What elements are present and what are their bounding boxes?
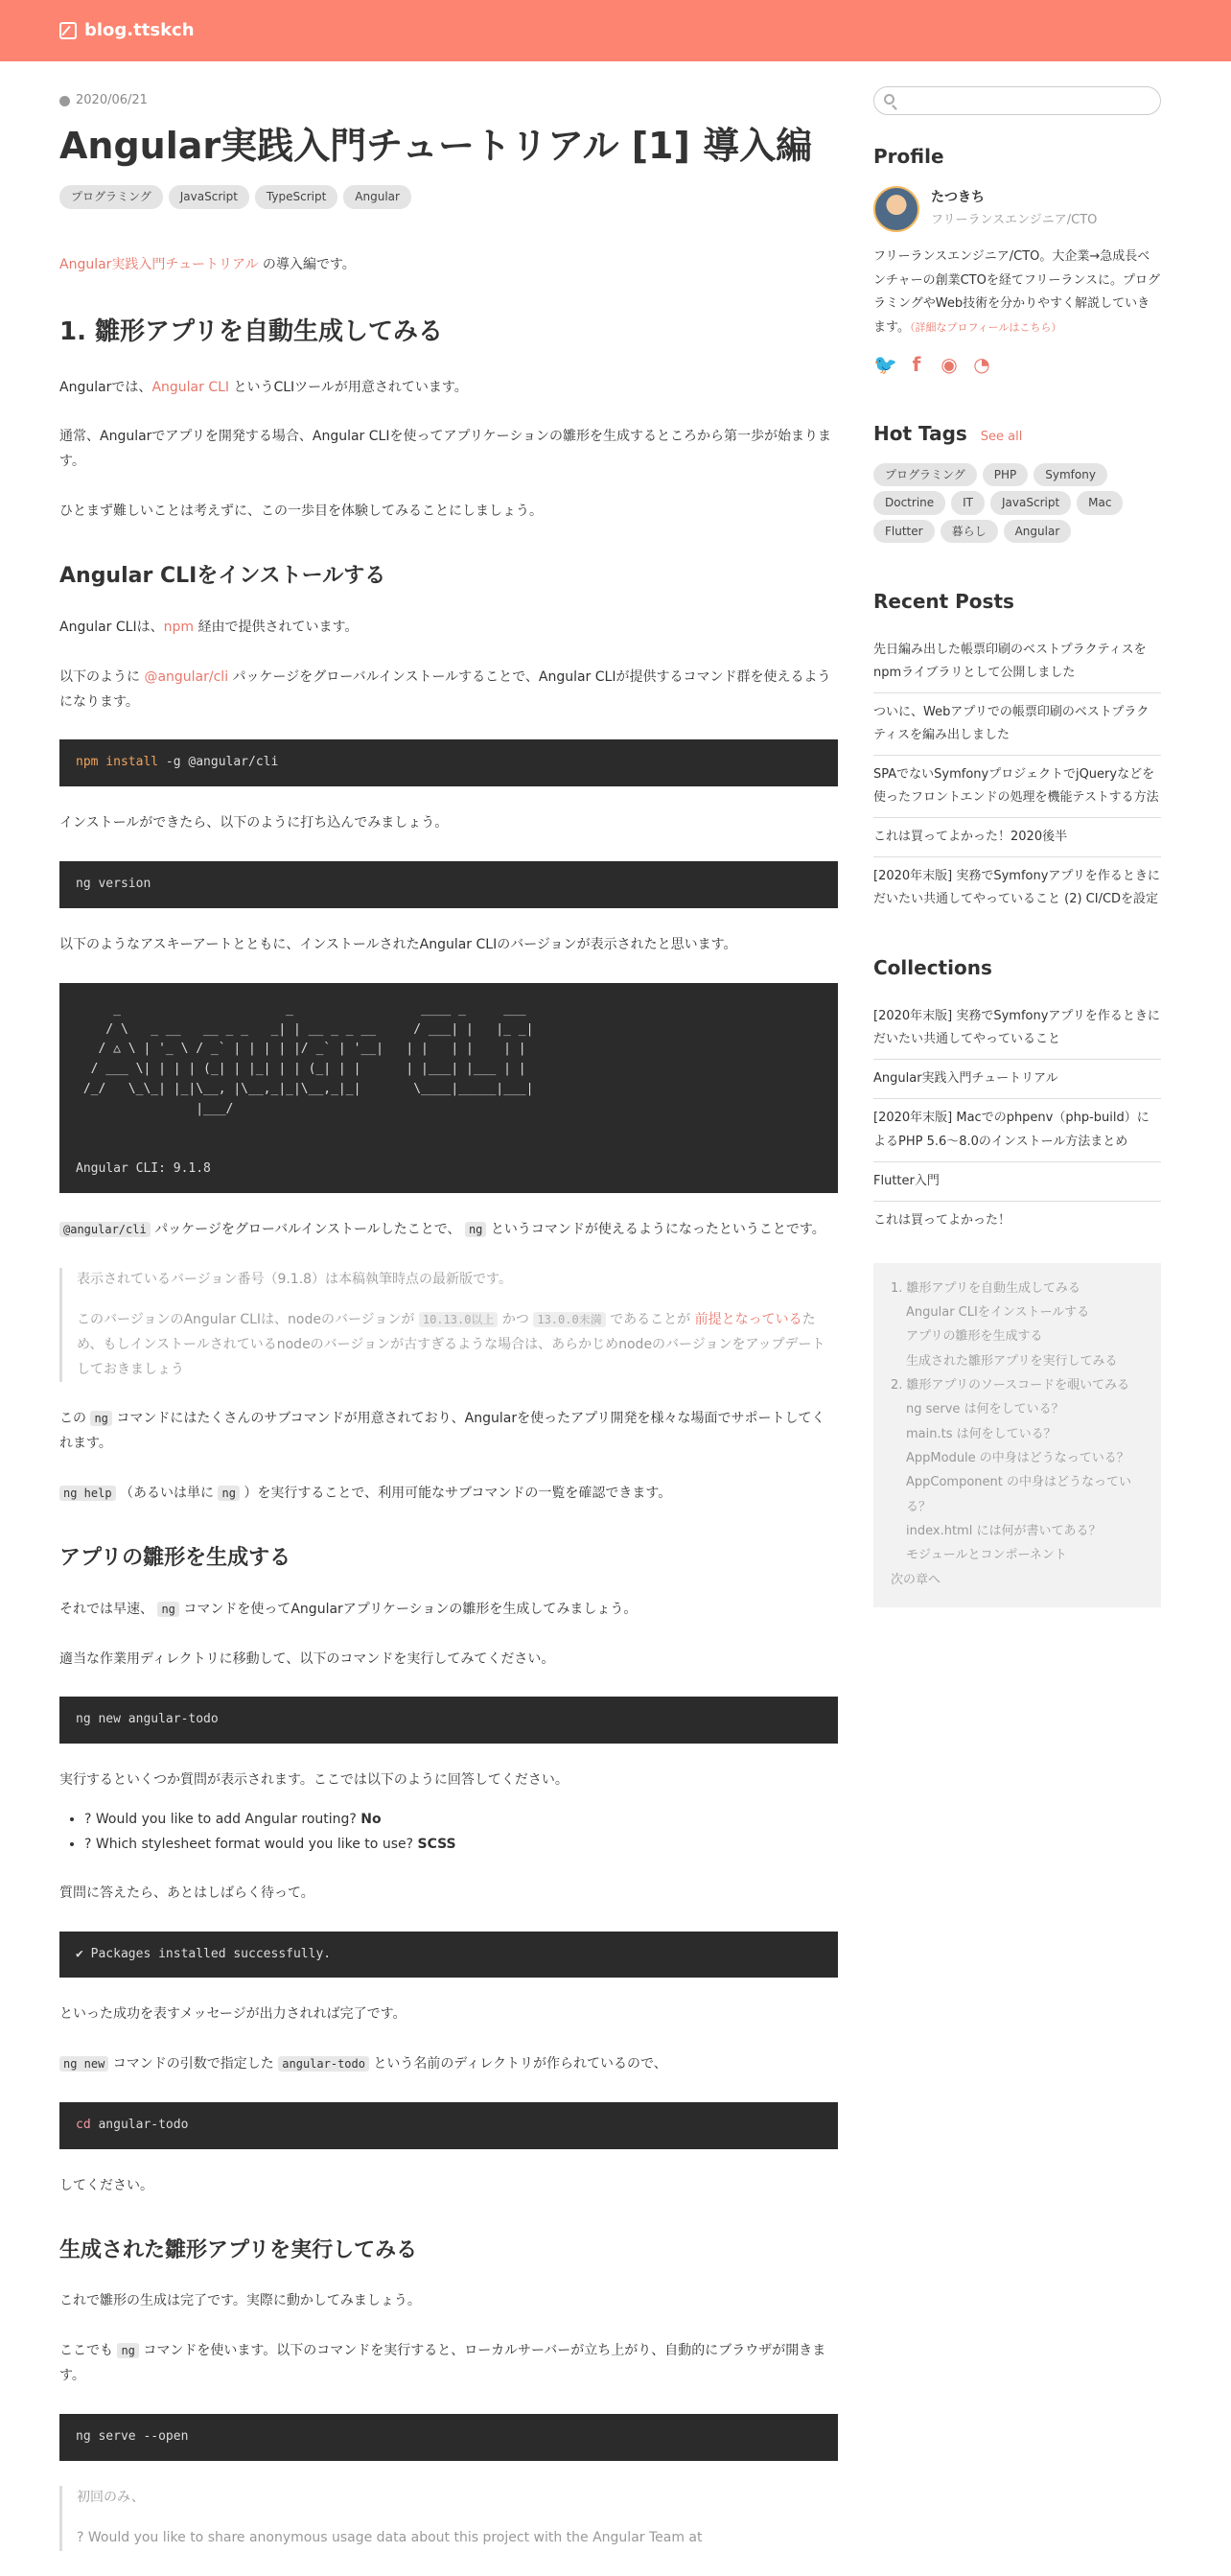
article-body: Angular実践入門チュートリアル の導入編です。 1. 雛形アプリを自動生成してみる Angularでは、Angular CLI というCLIツールが用意されています。 通常、Angularでアプリを開発する場合、Angular CLIを使ってアプリケーションの雛形を生成するところから第一歩が始まります。 ひとまず難しいことは考えずに、この一歩目を体験してみることにしましょう。 Angular CLIをインストールする Angular CLIは、npm 経由で提供されています。 以下のように @angular/cli パッケージをグローバルインストールすることで、Angular CLIが提供するコマンド群を使えるようになります。 npm install -g @angular/cli インストールができたら、以下のように打ち込んでみましょう。 ng version 以下のようなアスキーアートとともに、インストールされたAngular CLIのバージョンが表示されたと思います。 _ _ ____ _ ___ / \ _ __ __ _ _ _| | __ _ _ __ / ___| | |_ _| / △ \ | '_ \ / _` | | | | |/ _` | '__| | | | | | | / ___ \| | | | (_| | |_| | | (_| | | | |___| |___ | | /_/ \_\_| |_|\__, |\__,_|_|\__,_|_| \____|_____|___| |___/ Angular CLI: 9.1.8 @angular/cli パッケージをグローバルインストールしたことで、 ng というコマンドが使えるようになったということです。 表示されているバージョン番号（9.1.8）は本稿執筆時点の最新版です。 このバージョンのAngular CLIは、nodeのバージョンが 10.13.0以上 かつ 13.0.0未満 であることが 前提となっているため、もしインストールされているnodeのバージョンが古すぎるような場合は、あらかじめnodeのバージョンをアップデートしておきましょう この ng コマンドにはたくさんのサブコマンドが用意されており、Angularを使ったアプリ開発を様々な場面でサポートしてくれます。 ng help （あるいは単に ng ）を実行することで、利用可能なサブコマンドの一覧を確認できます。 アプリの雛形を生成する それでは早速、 ng コマンドを使ってAngularアプリケーションの雛形を生成してみましょう。 適当な作業用ディレクトリに移動して、以下のコマンドを実行してみてください。 ng new angular-todo 実行するといくつか質問が表示されます。ここでは以下のように回答してください。 • ? Would you like to add Angular routing? No • ? Which stylesheet format would you like to use? SCSS 質問に答えたら、あとはしばらく待って。 ✔ Packages installed successfully. といった成功を表すメッセージが出力されれば完了です。 ng new コマンドの引数で指定した angular-todo という名前のディレクトリが作られているので、 cd angular-todo してください。 生成された雛形アプリを実行してみる これで雛形の生成は完了です。実際に動かしてみましょう。 ここでも ng コマンドを使います。以下のコマンドを実行すると、ローカルサーバーが立ち上がり、自動的にブラウザが開きます。 ng serve --open 初回のみ、 ? Would you like to share anonymous usage data about this project with the Angular Team at (59, 253, 838, 2551)
heading-install: Angular CLIをインストールする (59, 564, 386, 589)
intro: Angular実践入門チュートリアル の導入編です。 (59, 256, 356, 272)
toc-link[interactable]: main.ts は何をしている？ (906, 1426, 1057, 1441)
tag-link[interactable]: Angular (343, 185, 411, 208)
tag-link[interactable]: JavaScript (169, 185, 249, 208)
profile-bio: フリーランスエンジニア/CTO。大企業→急成長ベンチャーの創業CTOを経てフリーランスに。プログラミングやWeb技術を分かりやすく解説していきます。（詳細なプロフィールはこちら） (873, 249, 1160, 336)
profile-role: フリーランスエンジニア/CTO (931, 212, 1098, 227)
toc-link[interactable]: Angular CLIをインストールする (906, 1305, 1090, 1321)
hot-tags-heading: Hot Tags (873, 421, 967, 445)
see-all-link[interactable]: See all (980, 429, 1023, 444)
pencil-square-icon (59, 22, 77, 39)
tag-link[interactable]: プログラミング (873, 463, 977, 486)
recent-post-link[interactable]: 先日編み出した帳票印刷のベストプラクティスをnpmライブラリとして公開しました (873, 631, 1161, 693)
profile-name: たつきち (931, 190, 985, 206)
tag-link[interactable]: Doctrine (873, 491, 945, 514)
recent-post-link[interactable]: これは買ってよかった！2020後半 (873, 818, 1161, 857)
tag-link[interactable]: IT (951, 491, 985, 514)
code-block: ✔ Packages installed successfully. (59, 1932, 838, 1979)
sidebar (873, 86, 1161, 1607)
social-links (873, 354, 1161, 375)
code-block: ng new angular-todo (59, 1697, 838, 1744)
code-block: ng serve --open (59, 2414, 838, 2461)
angular-cli-link[interactable]: Angular CLI (151, 379, 230, 395)
code-block: ng version (59, 861, 838, 908)
search-box (873, 86, 1161, 115)
tag-link[interactable]: Angular (1004, 520, 1072, 543)
top-bar (0, 0, 1231, 61)
tag-link[interactable]: 暮らし (941, 520, 998, 543)
article-tags (59, 185, 838, 208)
tag-link[interactable]: Flutter (873, 520, 935, 543)
collection-link[interactable]: Angular実践入門チュートリアル (873, 1060, 1161, 1099)
toc-link[interactable]: 次の章へ (891, 1572, 941, 1587)
list-item: • ? Which stylesheet format would you like to use? SCSS (84, 1834, 838, 1857)
profile-card (873, 186, 1161, 232)
heading-scaffold: アプリの雛形を生成する (59, 1546, 291, 1571)
toc-link[interactable]: ng serve は何をしている？ (906, 1402, 1064, 1417)
heading-generate: 1. 雛形アプリを自動生成してみる (59, 316, 443, 346)
search-input[interactable] (874, 87, 1160, 114)
rss-icon[interactable]: ◔ (973, 352, 990, 376)
toc-link[interactable]: 1. 雛形アプリを自動生成してみる (891, 1280, 1081, 1296)
search-icon (884, 94, 894, 105)
toc-link[interactable]: モジュールとコンポーネント (906, 1548, 1067, 1563)
recent-post-link[interactable]: ついに、Webアプリでの帳票印刷のベストプラクティスを編み出しました (873, 693, 1161, 756)
recent-post-link[interactable]: SPAでないSymfonyプロジェクトでjQueryなどを使ったフロントエンドの処理を機能テストする方法 (873, 756, 1161, 818)
note-blockquote: 初回のみ、 ? Would you like to share anonymous usage data about this project with the Angular Team at (59, 2486, 838, 2551)
toc-link[interactable]: index.html には何が書いてある？ (906, 1524, 1102, 1539)
collection-link[interactable]: [2020年末版] 実務でSymfonyアプリを作るときにだいたい共通してやっていること (873, 997, 1161, 1060)
node-requirement-link[interactable]: 前提となっている (694, 1311, 802, 1327)
code-block-ascii-art: _ _ ____ _ ___ / \ _ __ __ _ _ _| | __ _ _ __ / ___| | |_ _| / △ \ | '_ \ / _` | | | | |/ _` | '__| | | | | | | / ___ \| | | | (_| | |_| | | (_| | | | |___| |___ | | /_/ \_\_| |_|\__, |\__,_|_|\__,_|_| \____|_____|___| |___/ Angular CLI: 9.1.8 (59, 983, 838, 1193)
recent-post-link[interactable]: [2020年末版] 実務でSymfonyアプリを作るときにだいたい共通してやっていること (2) CI/CDを設定 (873, 869, 1160, 907)
tag-link[interactable]: Mac (1077, 491, 1123, 514)
collection-link[interactable]: [2020年末版] Macでのphpenv（php-build）によるPHP 5.6〜8.0のインストール方法まとめ (873, 1099, 1161, 1161)
list-item: • ? Would you like to add Angular routing? No (84, 1809, 838, 1832)
tag-link[interactable]: PHP (983, 463, 1029, 486)
clock-icon (59, 96, 70, 106)
note-blockquote: 表示されているバージョン番号（9.1.8）は本稿執筆時点の最新版です。 このバージョンのAngular CLIは、nodeのバージョンが 10.13.0以上 かつ 13.0.0未満 であることが 前提となっているため、もしインストールされているnodeのバージョンが古すぎるような場合は、あらかじめnodeのバージョンをアップデートしておきましょう (59, 1268, 838, 1383)
site-brand[interactable] (59, 16, 195, 46)
recent-posts-heading: Recent Posts (873, 589, 1014, 613)
site-name: blog.ttskch (84, 19, 195, 40)
table-of-contents (873, 1263, 1161, 1607)
profile-more-link[interactable]: （詳細なプロフィールはこちら） (909, 321, 1062, 335)
recent-posts (873, 631, 1161, 919)
npm-link[interactable]: npm (163, 619, 194, 635)
toc-link[interactable]: AppModule の中身はどうなっている？ (906, 1451, 1129, 1466)
tag-link[interactable]: Symfony (1034, 463, 1107, 486)
series-link[interactable]: Angular実践入門チュートリアル (59, 256, 259, 272)
github-icon[interactable]: ◉ (941, 352, 958, 376)
collections-heading: Collections (873, 956, 992, 980)
heading-run: 生成された雛形アプリを実行してみる (59, 2237, 418, 2262)
collections (873, 997, 1161, 1239)
tag-link[interactable]: TypeScript (255, 185, 337, 208)
post-date: 2020/06/21 (59, 90, 838, 111)
twitter-icon[interactable]: 🐦 (873, 352, 897, 376)
toc-link[interactable]: 2. 雛形アプリのソースコードを覗いてみる (891, 1378, 1130, 1393)
answers-list (84, 1809, 838, 1857)
collection-link[interactable]: これは買ってよかった！ (873, 1212, 1011, 1228)
profile-heading: Profile (873, 145, 944, 168)
article (59, 90, 838, 2576)
toc-link[interactable]: AppComponent の中身はどうなっている？ (906, 1475, 1132, 1514)
page-title: Angular実践入門チュートリアル [1] 導入編 (59, 125, 813, 168)
tag-link[interactable]: JavaScript (990, 491, 1071, 514)
tag-link[interactable]: プログラミング (59, 185, 163, 208)
avatar (873, 186, 919, 232)
toc-link[interactable]: 生成された雛形アプリを実行してみる (906, 1353, 1118, 1369)
angular-cli-package-link[interactable]: @angular/cli (144, 668, 229, 685)
code-block: cd angular-todo (59, 2102, 838, 2149)
collection-link[interactable]: Flutter入門 (873, 1162, 1161, 1202)
toc-link[interactable]: アプリの雛形を生成する (906, 1329, 1043, 1345)
hot-tags (873, 463, 1161, 543)
facebook-icon[interactable]: f (912, 352, 921, 376)
code-block: npm install -g @angular/cli (59, 739, 838, 786)
